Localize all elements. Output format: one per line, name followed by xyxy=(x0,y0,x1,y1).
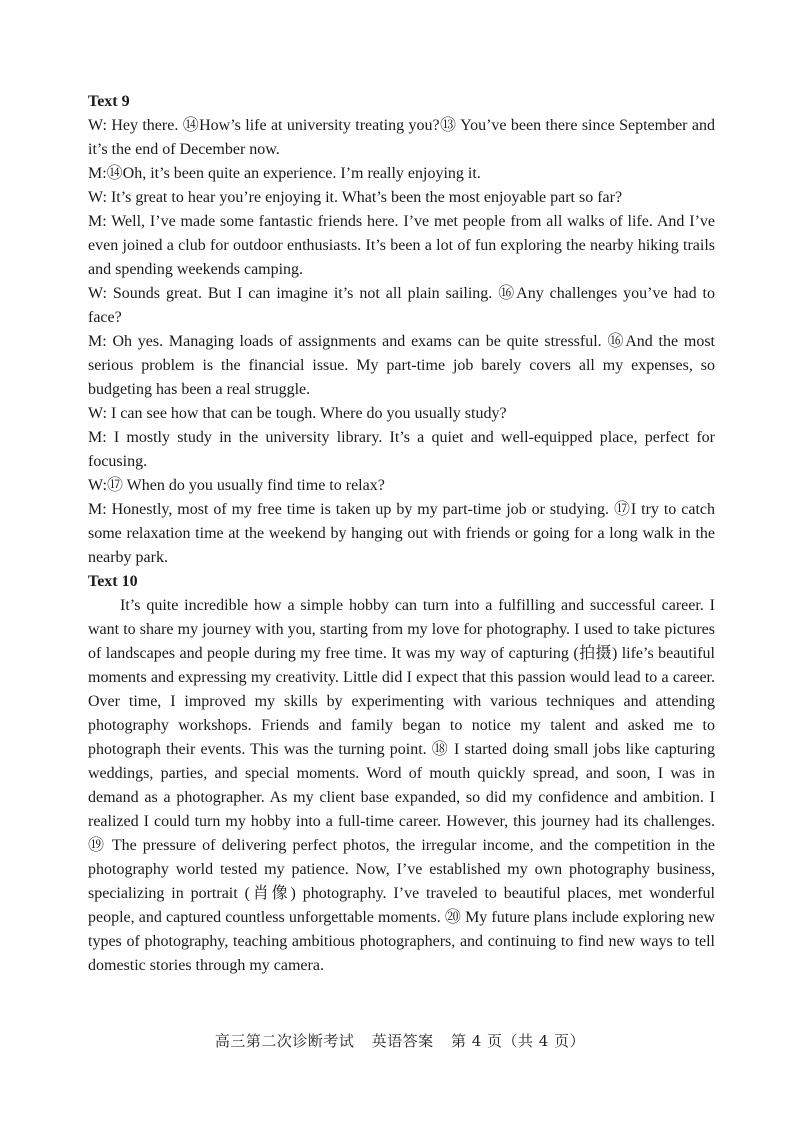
dialogue-line xyxy=(88,186,715,210)
dialogue-line xyxy=(88,402,715,426)
speaker-label: W: xyxy=(88,477,107,494)
dialogue-text: I can see how that can be tough. Where do you usually study? xyxy=(106,405,507,422)
dialogue-line xyxy=(88,498,715,570)
speaker-label: M: xyxy=(88,213,107,230)
dialogue-text: ⑰ When do you usually find time to relax? xyxy=(106,477,385,494)
dialogue-text: ⑭Oh, it’s been quite an experience. I’m really enjoying it. xyxy=(106,165,481,182)
speaker-label: M: xyxy=(88,429,107,446)
dialogue-text: Honestly, most of my free time is taken up by my part-time job or studying. ⑰I try to catch some relaxation time at the weekend by hanging out with friends or going for a long walk in the nearby park. xyxy=(88,501,716,566)
document-page xyxy=(88,90,715,978)
dialogue-line xyxy=(88,330,715,402)
dialogue-text: Oh yes. Managing loads of assignments and exams can be quite stressful. ⑯And the most serious problem is the financial issue. My part-time job barely covers all my expenses, so budgeting has been a real struggle. xyxy=(88,333,715,398)
dialogue-line xyxy=(88,114,715,162)
speaker-label: W: xyxy=(88,117,107,134)
dialogue-line xyxy=(88,282,715,330)
speaker-label: M: xyxy=(88,165,107,182)
dialogue-text: Hey there. ⑭How’s life at university treating you?⑬ You’ve been there since September and it’s the end of December now. xyxy=(88,117,715,158)
speaker-label: W: xyxy=(88,189,107,206)
dialogue-line xyxy=(88,426,715,474)
dialogue-line xyxy=(88,474,715,498)
dialogue-text: I mostly study in the university library. It’s a quiet and well-equipped place, perfect for focusing. xyxy=(88,429,715,470)
footer-subject: 英语答案 xyxy=(371,1032,434,1050)
speaker-label: W: xyxy=(88,405,107,422)
footer-exam-title: 高三第二次诊断考试 xyxy=(214,1032,355,1050)
text10-paragraph: It’s quite incredible how a simple hobby can turn into a fulfilling and successful career. I want to share my journey with you, starting from my love for photography. I used to take pictures of landscapes and people during my free time. It was my way of capturing (拍摄) life’s beautiful moments and expressing my creativity. Little did I expect that this passion would lead to a career. Over time, I improved my skills by experimenting with various techniques and attending photography workshops. Friends and family began to notice my talent and asked me to photograph their events. This was the turning point. ⑱ I started doing small jobs like capturing weddings, parties, and special moments. Word of mouth quickly spread, and soon, I was in demand as a photographer. As my client base expanded, so did my confidence and ambition. I realized I could turn my hobby into a full-time career. However, this journey had its challenges. ⑲ The pressure of delivering perfect photos, the irregular income, and the competition in the photography world tested my patience. Now, I’ve established my own photography business, specializing in portrait (肖像) photography. I’ve traveled to beautiful places, met wonderful people, and captured countless unforgettable moments. ⑳ My future plans include exploring new types of photography, teaching ambitious photographers, and continuing to find new ways to tell domestic stories through my camera. xyxy=(88,597,715,974)
speaker-label: M: xyxy=(88,333,107,350)
dialogue-line xyxy=(88,210,715,282)
speaker-label: M: xyxy=(88,501,107,518)
dialogue-text: Well, I’ve made some fantastic friends here. I’ve met people from all walks of life. And I’ve even joined a club for outdoor enthusiasts. It’s been a lot of fun exploring the nearby hiking trails and spending weekends camping. xyxy=(88,213,715,278)
dialogue-text: Sounds great. But I can imagine it’s not all plain sailing. ⑯Any challenges you’ve had to face? xyxy=(88,285,716,326)
footer-page-number: 第 4 页（共 4 页） xyxy=(450,1032,586,1050)
dialogue-text: It’s great to hear you’re enjoying it. What’s been the most enjoyable part so far? xyxy=(106,189,623,206)
text9-heading: Text 9 xyxy=(88,93,130,110)
page-footer xyxy=(0,1030,800,1051)
dialogue-line xyxy=(88,162,715,186)
text10-heading: Text 10 xyxy=(88,573,138,590)
speaker-label: W: xyxy=(88,285,107,302)
